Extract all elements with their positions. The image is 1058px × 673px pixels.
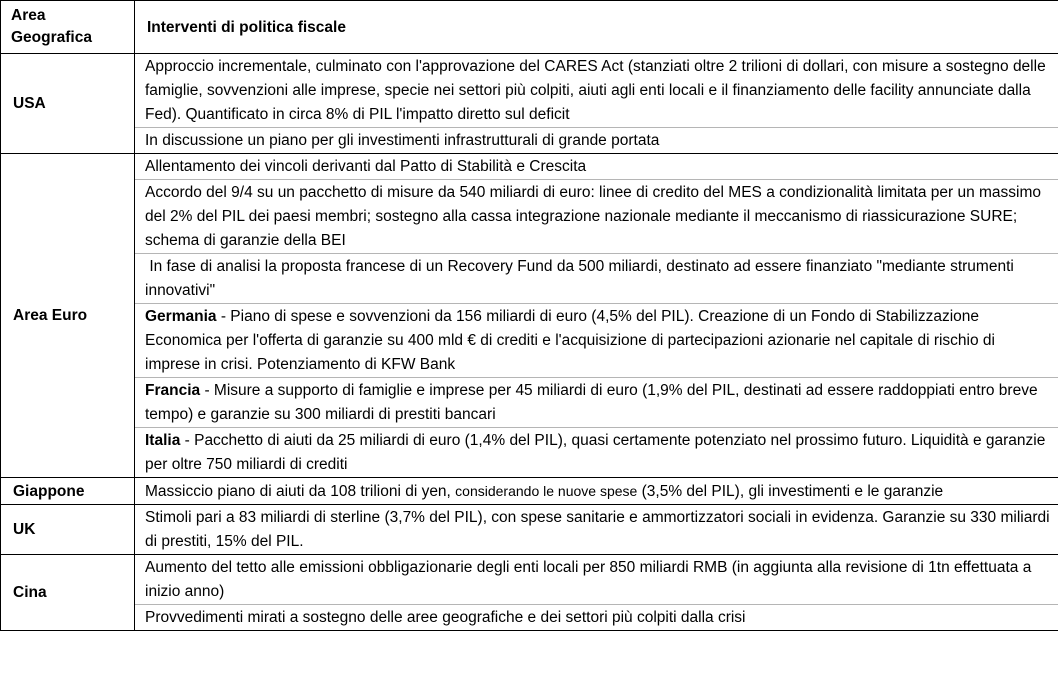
usa-item-1: Approccio incrementale, culminato con l'approvazione del CARES Act (stanziati oltre 2 trilioni di dollari, con misure a sostegno delle famiglie, sovvenzioni alle imprese, specie nei settori più colpiti, aiuti agli enti locali e il finanziamento delle facility annunciate dalla Fed). Quantificato in circa 8% di PIL l'impatto diretto sul deficit (135, 54, 1058, 128)
usa-item-2: In discussione un piano per gli investimenti infrastrutturali di grande portata (135, 128, 1058, 154)
region-china: Cina (1, 555, 135, 631)
country-label-france: Francia (145, 382, 201, 399)
table-row (1, 128, 1058, 154)
euro-item-1: Allentamento dei vincoli derivanti dal Patto di Stabilità e Crescita (135, 154, 1058, 180)
table-row (1, 304, 1058, 378)
france-text: - Misure a supporto di famiglie e imprese per 45 miliardi di euro (1,9% del PIL, destinati ad essere raddoppiati entro breve tempo) e garanzie su 300 miliardi di prestiti bancari (145, 382, 1038, 423)
country-label-germany: Germania (145, 308, 217, 325)
china-item-2: Provvedimenti mirati a sostegno delle aree geografiche e dei settori più colpiti dalla crisi (135, 605, 1058, 631)
region-usa: USA (1, 54, 135, 154)
japan-text-1: Massiccio piano di aiuti da 108 trilioni di yen, (145, 483, 456, 500)
table-row (1, 505, 1058, 555)
table-row (1, 254, 1058, 304)
euro-france (135, 378, 1058, 428)
region-japan: Giappone (1, 478, 135, 505)
uk-item: Stimoli pari a 83 miliardi di sterline (3,7% del PIL), con spese sanitarie e ammortizzatori sociali in evidenza. Garanzie su 330 miliardi di prestiti, 15% del PIL. (135, 505, 1058, 555)
region-uk: UK (1, 505, 135, 555)
table-row (1, 428, 1058, 478)
country-label-italy: Italia (145, 432, 181, 449)
euro-item-3: In fase di analisi la proposta francese di un Recovery Fund da 500 miliardi, destinato ad essere finanziato "mediante strumenti innovativi" (135, 254, 1058, 304)
euro-germany (135, 304, 1058, 378)
table-header-row (1, 1, 1058, 54)
japan-item (135, 478, 1058, 505)
table-row (1, 54, 1058, 128)
china-item-1: Aumento del tetto alle emissioni obbligazionarie degli enti locali per 850 miliardi RMB (in aggiunta alla revisione di 1tn effettuata a inizio anno) (135, 555, 1058, 605)
euro-italy (135, 428, 1058, 478)
table-row (1, 478, 1058, 505)
table-row (1, 605, 1058, 631)
germany-text: - Piano di spese e sovvenzioni da 156 miliardi di euro (4,5% del PIL). Creazione di un Fondo di Stabilizzazione Economica per l'offerta di garanzie su 400 mld € di crediti e l'acquisizione di partecipazioni azionarie nel capitale di rischio di imprese in crisi. Potenziamento di KFW Bank (145, 308, 995, 373)
euro-item-2: Accordo del 9/4 su un pacchetto di misure da 540 miliardi di euro: linee di credito del MES a condizionalità limitata per un massimo del 2% del PIL dei paesi membri; sostegno alla cassa integrazione nazionale mediante il meccanismo di riassicurazione SURE; schema di garanzie della BEI (135, 180, 1058, 254)
header-region: Area Geografica (1, 1, 135, 54)
japan-text-2: considerando le nuove spese (455, 483, 638, 499)
region-euro: Area Euro (1, 154, 135, 478)
table-row (1, 154, 1058, 180)
table-row (1, 555, 1058, 605)
italy-text: - Pacchetto di aiuti da 25 miliardi di euro (1,4% del PIL), quasi certamente potenziato nel prossimo futuro. Liquidità e garanzie per oltre 750 miliardi di crediti (145, 432, 1046, 473)
table-row (1, 378, 1058, 428)
japan-text-3: (3,5% del PIL), gli investimenti e le garanzie (637, 483, 944, 500)
header-interventions: Interventi di politica fiscale (135, 1, 1058, 54)
table-row (1, 180, 1058, 254)
